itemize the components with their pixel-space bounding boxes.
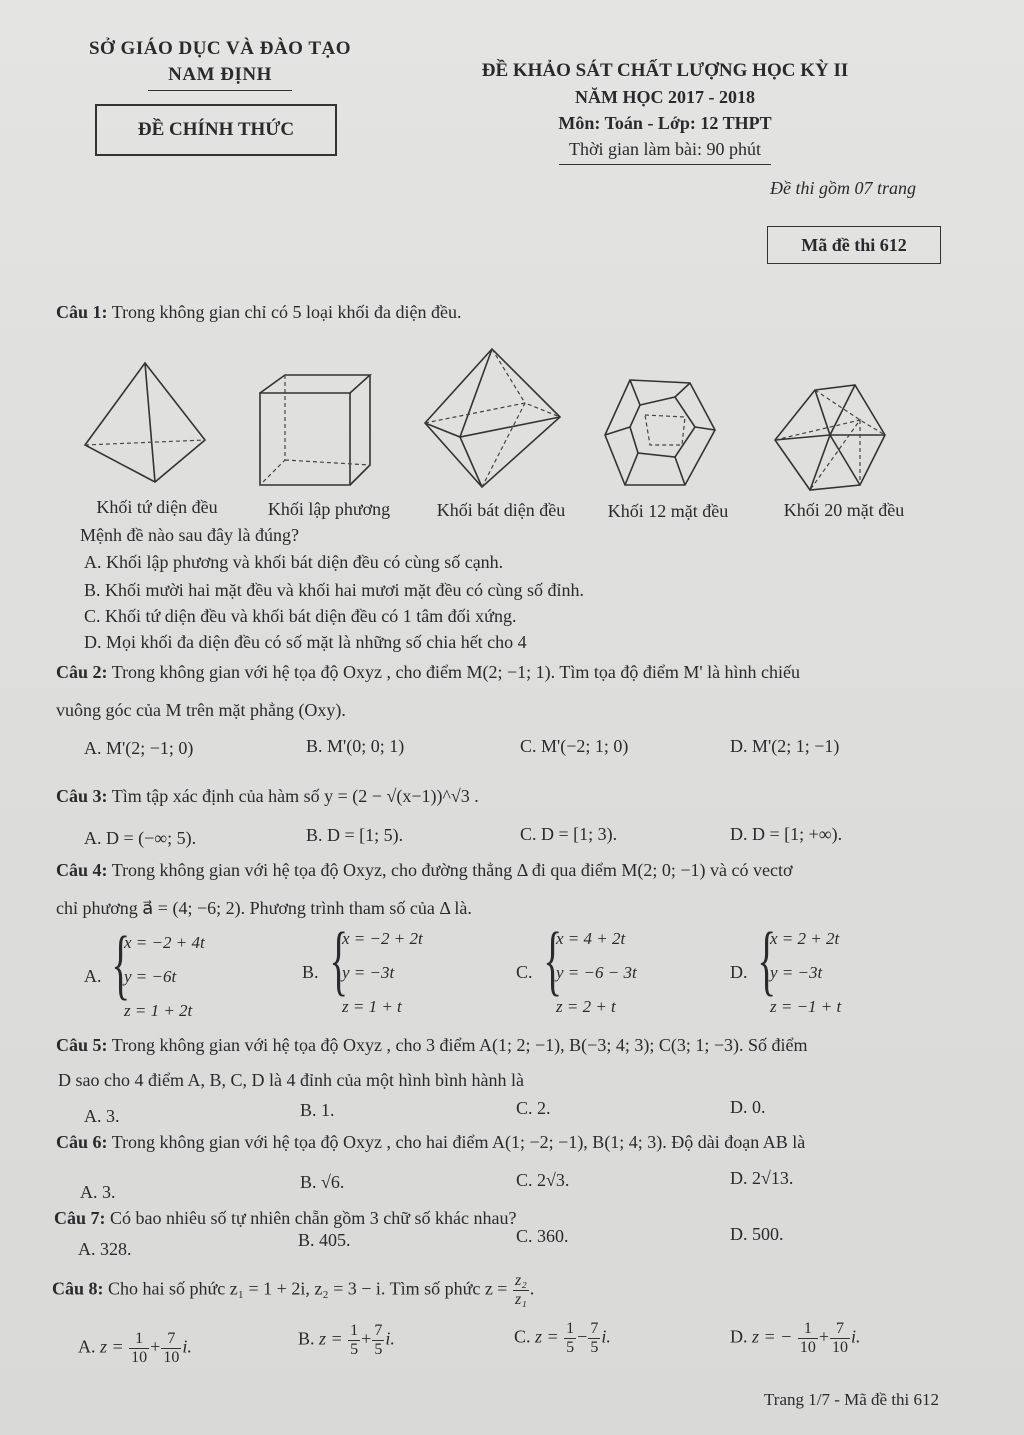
- q4-d-y: y = −3t: [770, 963, 823, 982]
- q2-option-d: D. M'(2; 1; −1): [730, 736, 840, 756]
- q4-text1: Trong không gian với hệ tọa độ Oxyz, cho đường thẳng Δ đi qua điểm M(2; 0; −1) và có vectơ: [111, 860, 793, 880]
- q8-b-letter: B.: [298, 1328, 315, 1349]
- question-4: [56, 860, 792, 881]
- q1-option-d: D. Mọi khối đa diện đều có số mặt là những số chia hết cho 4: [84, 632, 527, 652]
- q4-label: Câu 4:: [56, 860, 108, 880]
- page-footer: Trang 1/7 - Mã đề thi 612: [764, 1390, 940, 1409]
- caption-dodecahedron: Khối 12 mặt đều: [607, 501, 729, 521]
- exam-title: ĐỀ KHẢO SÁT CHẤT LƯỢNG HỌC KỲ II: [481, 60, 849, 81]
- q8-c-d2: 5: [590, 1339, 599, 1356]
- tetrahedron-figure: [85, 363, 205, 482]
- q8-a-op: +: [150, 1336, 161, 1357]
- q8-a-letter: A.: [78, 1336, 96, 1357]
- q4-c-z: z = 2 + t: [556, 997, 616, 1016]
- q8-b-post: i.: [385, 1328, 395, 1349]
- q2-option-b: B. M'(0; 0; 1): [306, 736, 405, 756]
- q2-option-a: A. M'(2; −1; 0): [84, 738, 194, 758]
- q8-d-n1: 1: [798, 1320, 818, 1339]
- q8-d-letter: D.: [730, 1326, 748, 1347]
- q8-label: Câu 8:: [52, 1278, 104, 1299]
- q8-b-op: +: [361, 1328, 372, 1349]
- q1-prompt: Mệnh đề nào sau đây là đúng?: [80, 525, 299, 545]
- q2-text1: Trong không gian với hệ tọa độ Oxyz , cho điểm M(2; −1; 1). Tìm tọa độ điểm M' là hình chiếu: [111, 662, 801, 682]
- q4-b-y: y = −3t: [342, 963, 395, 982]
- time-line: Thời gian làm bài: 90 phút: [559, 136, 771, 165]
- question-5: [56, 1035, 807, 1056]
- official-stamp: ĐỀ CHÍNH THỨC: [95, 104, 337, 156]
- q2-label: Câu 2:: [56, 662, 108, 682]
- q4-c-x: x = 4 + 2t: [556, 929, 626, 948]
- department-line2: NAM ĐỊNH: [148, 64, 292, 91]
- caption-icosahedron: Khối 20 mặt đều: [783, 500, 905, 520]
- question-1: [56, 302, 462, 323]
- department-header: [70, 38, 370, 91]
- q8-b-pre: z =: [319, 1328, 343, 1349]
- q6-option-c: C. 2√3.: [516, 1170, 570, 1190]
- caption-octahedron: Khối bát diện đều: [436, 500, 566, 520]
- q8-frac-num: z₂: [514, 1272, 527, 1289]
- q5-text2: D sao cho 4 điểm A, B, C, D là 4 đỉnh của một hình bình hành là: [58, 1070, 524, 1090]
- q8-b-n2: 7: [374, 1322, 383, 1339]
- exam-header: [440, 58, 890, 165]
- q8-frac-den: z₁: [514, 1291, 527, 1308]
- question-3: [56, 786, 479, 807]
- brace-c: {: [543, 916, 563, 1003]
- q8-d-d2: 10: [831, 1339, 848, 1356]
- q6-option-a: A. 3.: [80, 1182, 116, 1202]
- q8-c-op: −: [577, 1326, 588, 1347]
- q3-option-a: A. D = (−∞; 5).: [84, 828, 197, 848]
- q8-option-a: [78, 1330, 192, 1367]
- q8-b-n1: 1: [350, 1322, 359, 1339]
- q7-text: Có bao nhiêu số tự nhiên chẵn gồm 3 chữ số khác nhau?: [110, 1208, 517, 1228]
- q4-a-letter: A.: [84, 966, 102, 986]
- q1-option-c: C. Khối tứ diện đều và khối bát diện đều có 1 tâm đối xứng.: [84, 606, 517, 626]
- q8-a-n1: 1: [129, 1330, 149, 1349]
- q4-text2: chỉ phương a⃗ = (4; −6; 2). Phương trình tham số của Δ là.: [56, 898, 472, 918]
- caption-cube: Khối lập phương: [267, 499, 391, 519]
- q4-b-x: x = −2 + 2t: [342, 929, 423, 948]
- q2-option-c: C. M'(−2; 1; 0): [520, 736, 629, 756]
- q5-option-a: A. 3.: [84, 1106, 120, 1126]
- q8-c-post: i.: [601, 1326, 611, 1347]
- q7-label: Câu 7:: [54, 1208, 106, 1228]
- q4-a-x: x = −2 + 4t: [124, 933, 205, 952]
- q8-b-d2: 5: [374, 1341, 383, 1358]
- q8-c-n1: 1: [566, 1320, 575, 1337]
- q8-a-post: i.: [182, 1336, 192, 1357]
- q6-option-d: D. 2√13.: [730, 1168, 794, 1188]
- q8-d-post: i.: [850, 1326, 861, 1347]
- q8-c-d1: 5: [566, 1339, 575, 1356]
- q5-option-b: B. 1.: [300, 1100, 335, 1120]
- cube-figure: [260, 375, 370, 485]
- q4-b-letter: B.: [302, 962, 319, 982]
- q8-a-d2: 10: [163, 1349, 180, 1366]
- exam-code: Mã đề thi 612: [767, 226, 941, 264]
- q1-text: Trong không gian chỉ có 5 loại khối đa diện đều.: [111, 302, 462, 322]
- q5-option-d: D. 0.: [730, 1097, 766, 1117]
- brace-b: {: [329, 916, 349, 1003]
- q3-text: Tìm tập xác định của hàm số y = (2 − √(x−1))^√3 .: [111, 786, 479, 806]
- q8-option-b: [298, 1322, 395, 1359]
- q1-option-b: B. Khối mười hai mặt đều và khối hai mươi mặt đều có cùng số đỉnh.: [84, 580, 584, 600]
- q4-d-z: z = −1 + t: [770, 997, 842, 1016]
- caption-tetrahedron: Khối tứ diện đều: [96, 497, 218, 517]
- q8-option-c: [514, 1320, 611, 1357]
- q5-option-c: C. 2.: [516, 1098, 551, 1118]
- q4-d-x: x = 2 + 2t: [770, 929, 840, 948]
- q8-a-n2: 7: [161, 1330, 181, 1349]
- q7-option-b: B. 405.: [298, 1230, 351, 1250]
- question-7: [54, 1208, 516, 1229]
- question-8: Câu 8: Cho hai số phức z₁ = 1 + 2i, z₂ = 3 − i. Tìm số phức z = $\frac{\text{z₂}}{\text{z₁}}$ .: [52, 1272, 535, 1308]
- q4-c-y: y = −6 − 3t: [556, 963, 637, 982]
- octahedron-figure: [425, 349, 560, 487]
- q7-option-c: C. 360.: [516, 1226, 569, 1246]
- q2-text2: vuông góc của M trên mặt phẳng (Oxy).: [56, 700, 346, 720]
- q1-option-a: A. Khối lập phương và khối bát diện đều có cùng số cạnh.: [84, 552, 504, 572]
- q8-c-n2: 7: [590, 1320, 599, 1337]
- q5-label: Câu 5:: [56, 1035, 108, 1055]
- q8-c-pre: z =: [535, 1326, 559, 1347]
- q8-d-n2: 7: [830, 1320, 850, 1339]
- q6-option-b: B. √6.: [300, 1172, 345, 1192]
- q3-option-d: D. D = [1; +∞).: [730, 824, 843, 844]
- q7-option-a: A. 328.: [78, 1239, 132, 1259]
- q4-a-y: y = −6t: [124, 967, 177, 986]
- q4-c-letter: C.: [516, 962, 533, 982]
- q6-text: Trong không gian với hệ tọa độ Oxyz , cho hai điểm A(1; −2; −1), B(1; 4; 3). Độ dài đoạn AB là: [111, 1132, 806, 1152]
- brace-a: {: [111, 920, 131, 1007]
- q1-label: Câu 1:: [56, 302, 108, 322]
- q8-option-d: [730, 1320, 860, 1357]
- q8-c-letter: C.: [514, 1326, 531, 1347]
- q8-fraction: [513, 1272, 529, 1309]
- q5-text1: Trong không gian với hệ tọa độ Oxyz , cho 3 điểm A(1; 2; −1), B(−3; 4; 3); C(3; 1; −3). Số điểm: [111, 1035, 808, 1055]
- q3-option-b: B. D = [1; 5).: [306, 825, 404, 845]
- brace-d: {: [757, 916, 777, 1003]
- dodecahedron-figure: [605, 380, 715, 485]
- q8-d-d1: 10: [799, 1339, 816, 1356]
- department-line1: SỞ GIÁO DỤC VÀ ĐÀO TẠO: [88, 38, 352, 59]
- q8-b-d1: 5: [350, 1341, 359, 1358]
- question-6: [56, 1132, 805, 1153]
- q8-d-op: +: [818, 1326, 829, 1347]
- q8-text: Cho hai số phức z₁ = 1 + 2i, z₂ = 3 − i. Tìm số phức z =: [108, 1278, 508, 1299]
- question-2: [56, 662, 800, 683]
- q8-a-d1: 10: [131, 1349, 148, 1366]
- subject-line: Môn: Toán - Lớp: 12 THPT: [558, 113, 772, 133]
- q8-a-pre: z =: [100, 1336, 124, 1357]
- school-year: NĂM HỌC 2017 - 2018: [575, 87, 755, 107]
- q7-option-d: D. 500.: [730, 1224, 784, 1244]
- q4-d-letter: D.: [730, 962, 748, 982]
- polyhedra-figure: [70, 345, 950, 495]
- q3-option-c: C. D = [1; 3).: [520, 824, 618, 844]
- q6-label: Câu 6:: [56, 1132, 108, 1152]
- icosahedron-figure: [775, 385, 885, 490]
- q4-a-z: z = 1 + 2t: [124, 1001, 193, 1020]
- q8-d-pre: z = −: [752, 1326, 793, 1347]
- q3-label: Câu 3:: [56, 786, 108, 806]
- page-count: Đề thi gồm 07 trang: [770, 178, 916, 198]
- q4-b-z: z = 1 + t: [342, 997, 402, 1016]
